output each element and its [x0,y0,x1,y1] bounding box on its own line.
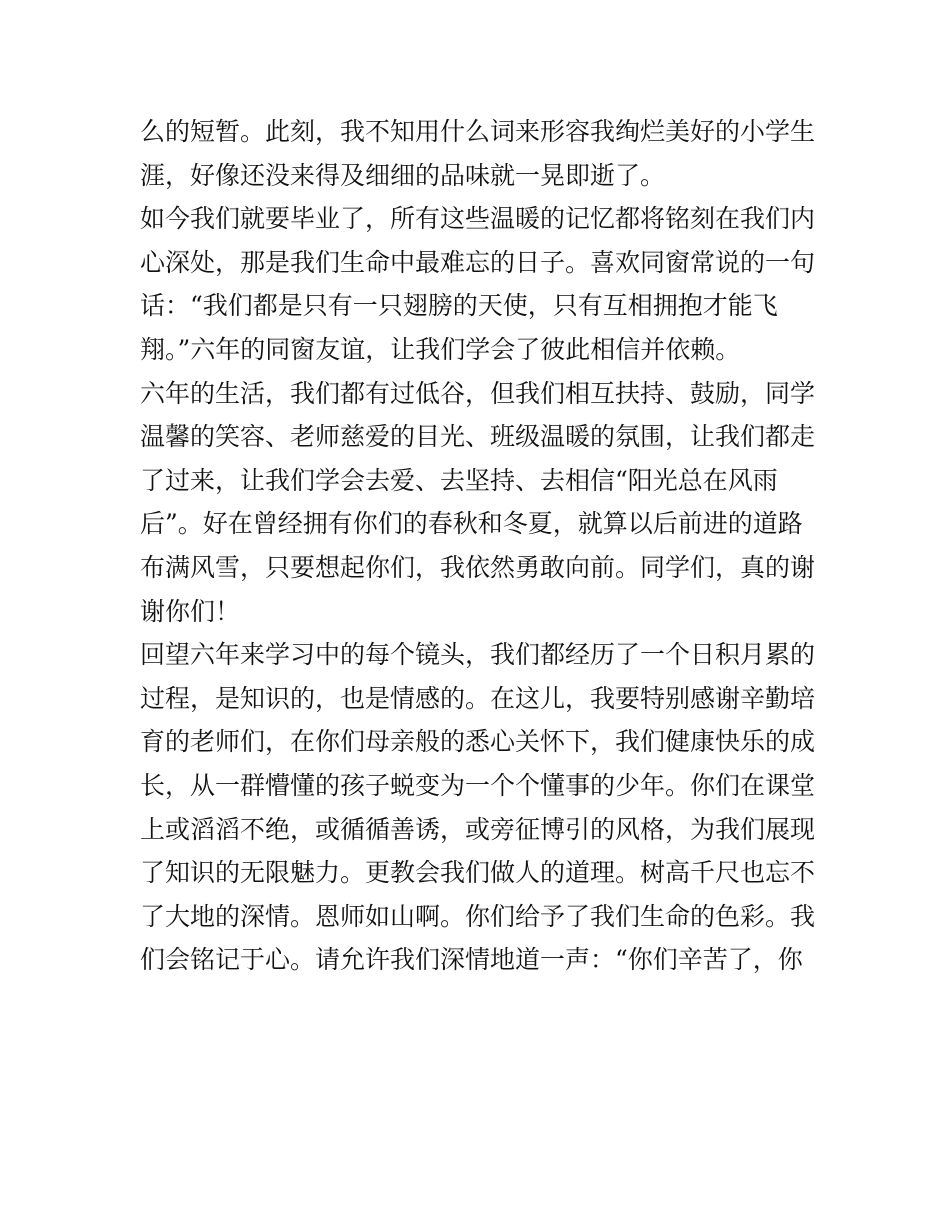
text-line: 温馨的笑容、老师慈爱的目光、班级温暖的氛围，让我们都走 [140,422,816,452]
text-line: 上或滔滔不绝，或循循善诱，或旁征博引的风格，为我们展现 [140,814,816,844]
text-line: 谢你们！ [140,596,241,626]
text-line: 如今我们就要毕业了，所有这些温暖的记忆都将铭刻在我们内 [140,204,816,234]
text-line: 了大地的深情。恩师如山啊。你们给予了我们生命的色彩。我 [140,901,816,931]
text-line: 翔。”六年的同窗友谊，让我们学会了彼此相信并依赖。 [140,334,741,364]
text-line: 了知识的无限魅力。更教会我们做人的道理。树高千尺也忘不 [140,858,816,888]
body-text [140,110,820,982]
text-line: 心深处，那是我们生命中最难忘的日子。喜欢同窗常说的一句 [140,247,816,277]
text-line: 涯，好像还没来得及细细的品味就一晃即逝了。 [140,160,666,190]
text-line: 么的短暂。此刻，我不知用什么词来形容我绚烂美好的小学生 [140,117,816,146]
text-line: 布满风雪，只要想起你们，我依然勇敢向前。同学们，真的谢 [140,552,816,582]
text-line: 话：“我们都是只有一只翅膀的天使，只有互相拥抱才能飞 [140,291,778,321]
text-line: 们会铭记于心。请允许我们深情地道一声：“你们辛苦了，你 [140,945,803,975]
text-line: 六年的生活，我们都有过低谷，但我们相互扶持、鼓励，同学 [140,378,816,408]
text-line: 过程，是知识的，也是情感的。在这儿，我要特别感谢辛勤培 [140,683,816,713]
text-line: 后”。好在曾经拥有你们的春秋和冬夏，就算以后前进的道路 [140,509,803,539]
text-line: 回望六年来学习中的每个镜头，我们都经历了一个日积月累的 [140,640,816,670]
text-line: 了过来，让我们学会去爱、去坚持、去相信“阳光总在风雨 [140,465,778,495]
text-line: 育的老师们，在你们母亲般的悉心关怀下，我们健康快乐的成 [140,727,816,757]
text-line: 长，从一群懵懂的孩子蜕变为一个个懂事的少年。你们在课堂 [140,770,816,800]
